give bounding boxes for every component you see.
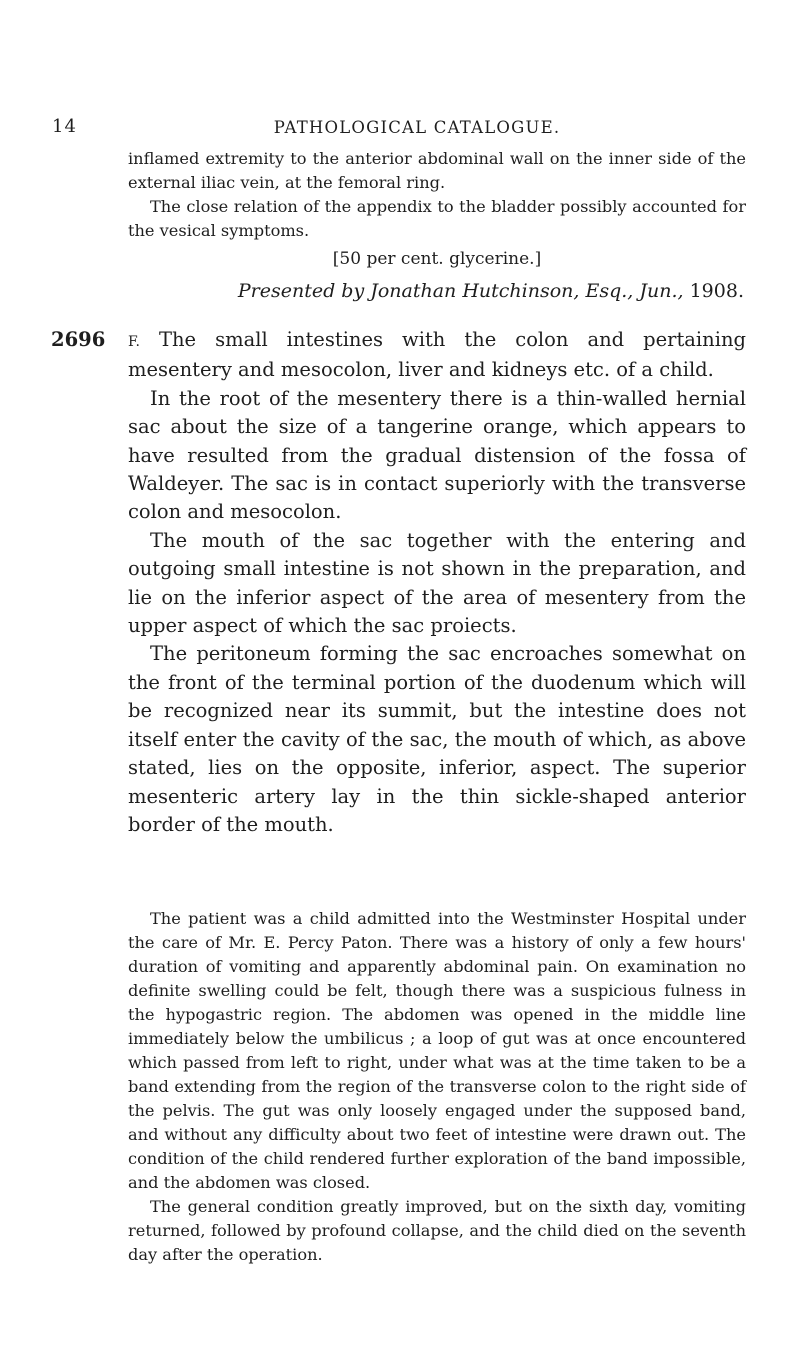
continuation-section [128, 147, 746, 306]
running-head: PATHOLOGICAL CATALOGUE. [273, 118, 561, 137]
specimen-title: The small intestines with the colon and pertaining mesentery and mesocolon, liver and kidneys etc. of a child. [128, 328, 746, 382]
appendix-note: The close relation of the appendix to the bladder possibly accounted for the vesical symptoms. [128, 197, 746, 240]
page-number: 14 [52, 116, 77, 137]
continuation-text: inflamed extremity to the anterior abdominal wall on the inner side of the external iliac vein, at the femoral ring. [128, 149, 746, 192]
page-header [52, 116, 742, 142]
specimen-para-3: The peritoneum forming the sac encroaches somewhat on the front of the terminal portion of the duodenum which will be recognized near its summit, but the intestine does not itself enter the cavity of the sac, the mouth of which, as above stated, lies on the opposite, inferior, aspect. The superior mesenteric artery lay in the thin sickle-shaped anterior border of the mouth. [128, 642, 746, 836]
specimen-title-para [51, 326, 746, 385]
specimen-para-1: In the root of the mesentery there is a thin-walled hernial sac about the size of a tangerine orange, which appears to have resulted from the gradual distension of the fossa of Waldeyer. The sac is in contact superiorly with the transverse colon and mesocolon. [128, 386, 746, 524]
specimen-letter: F. [128, 334, 140, 350]
presented-year: 1908. [689, 280, 744, 302]
history-para-2: The general condition greatly improved, but on the sixth day, vomiting returned, followed by profound collapse, and the child died on the seventh day after the operation. [128, 1197, 746, 1264]
specimen-description [51, 326, 746, 839]
history-para-1: The patient was a child admitted into the Westminster Hospital under the care of Mr. E. Percy Paton. There was a history of only a few hours' duration of vomiting and apparently abdominal pain. On examination no definite swelling could be felt, though there was a suspicious fulness in the hypogastric region. The abdomen was opened in the middle line immediately below the umbilicus ; a loop of gut was at once encountered which passed from left to right, under what was at the time taken to be a band extending from the region of the transverse colon to the right side of the pelvis. The gut was only loosely engaged under the supposed band, and without any difficulty about two feet of intestine were drawn out. The condition of the child rendered further exploration of the band impossible, and the abdomen was closed. [128, 909, 746, 1192]
presented-by [128, 276, 746, 306]
preservation-note: [50 per cent. glycerine.] [332, 249, 542, 269]
clinical-history [128, 907, 746, 1267]
specimen-para-2: The mouth of the sac together with the entering and outgoing small intestine is not shown in the preparation, and lie on the inferior aspect of the area of mesentery from the upper aspect of which the sac proiects. [128, 528, 746, 638]
specimen-number: 2696 [51, 328, 106, 351]
presented-prefix: Presented by [237, 280, 365, 302]
donor-name: Jonathan Hutchinson, Esq., Jun., [370, 280, 684, 302]
